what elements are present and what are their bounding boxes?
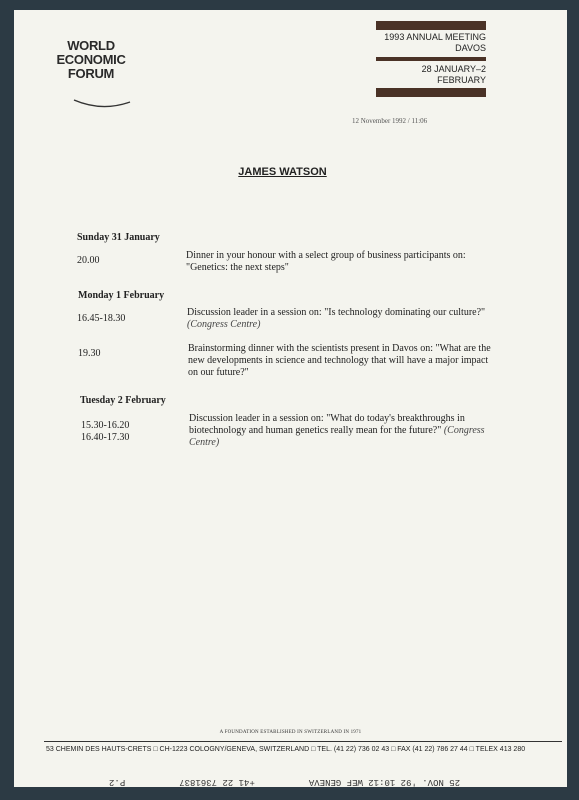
event-description: [187, 307, 487, 331]
wef-logo: [46, 39, 136, 81]
event-text: Dinner in your honour with a select group of business participants on: "Genetics: the next steps": [186, 250, 466, 273]
event-venue: (Congress Centre): [189, 425, 485, 448]
meeting-line-2: DAVOS: [455, 43, 486, 53]
logo-swoosh-icon: [72, 96, 132, 110]
event-time: 16.45-18.30: [77, 313, 126, 324]
event-time: 20.00: [77, 255, 100, 266]
event-description: [188, 343, 498, 379]
day-heading: Tuesday 2 February: [80, 395, 166, 406]
foundation-note: A FOUNDATION ESTABLISHED IN SWITZERLAND IN 1971: [219, 730, 362, 735]
logo-line-2: ECONOMIC: [56, 52, 126, 67]
event-text: Brainstorming dinner with the scientists present in Davos on: "What are the new developments in science and technology that will have a major impact on our future?": [188, 343, 491, 378]
footer-address: 53 CHEMIN DES HAUTS-CRETS □ CH-1223 COLOGNY/GENEVA, SWITZERLAND □ TEL. (41 22) 736 02 43 □ FAX (41 22) 786 27 44 □ TELEX 413 280: [46, 746, 526, 753]
day-heading: Monday 1 February: [78, 290, 165, 301]
meeting-line-3: 28 JANUARY–2 FEBRUARY: [421, 64, 486, 85]
banner-bar-middle: [376, 57, 486, 61]
footer-rule: [44, 741, 562, 742]
event-time: 15.30-16.20 16.40-17.30: [81, 420, 130, 443]
event-text: Discussion leader in a session on: "What do today's breakthroughs in biotechnology and human genetics really mean for the future?": [189, 413, 465, 436]
page-title: JAMES WATSON: [238, 166, 327, 178]
fax-header-upside-down: 25 NOV. '92 10:12 WEF GENEVA +41 22 7361837 P.2: [109, 777, 461, 787]
banner-bar-bottom: [376, 88, 486, 97]
banner-bar-top: [376, 21, 486, 30]
logo-line-3: FORUM: [67, 66, 115, 81]
event-time: 19.30: [78, 348, 101, 359]
event-description: [186, 250, 486, 274]
day-heading: Sunday 31 January: [77, 232, 160, 243]
event-venue: (Congress Centre): [187, 319, 261, 330]
event-description: [189, 413, 489, 449]
event-text: Discussion leader in a session on: "Is technology dominating our culture?": [187, 307, 486, 318]
logo-line-1: WORLD: [67, 38, 115, 53]
document-date: 12 November 1992 / 11:06: [352, 117, 428, 125]
meeting-line-1: 1993 ANNUAL MEETING: [384, 32, 486, 42]
meeting-banner: [376, 19, 486, 99]
document-page: [14, 10, 567, 787]
